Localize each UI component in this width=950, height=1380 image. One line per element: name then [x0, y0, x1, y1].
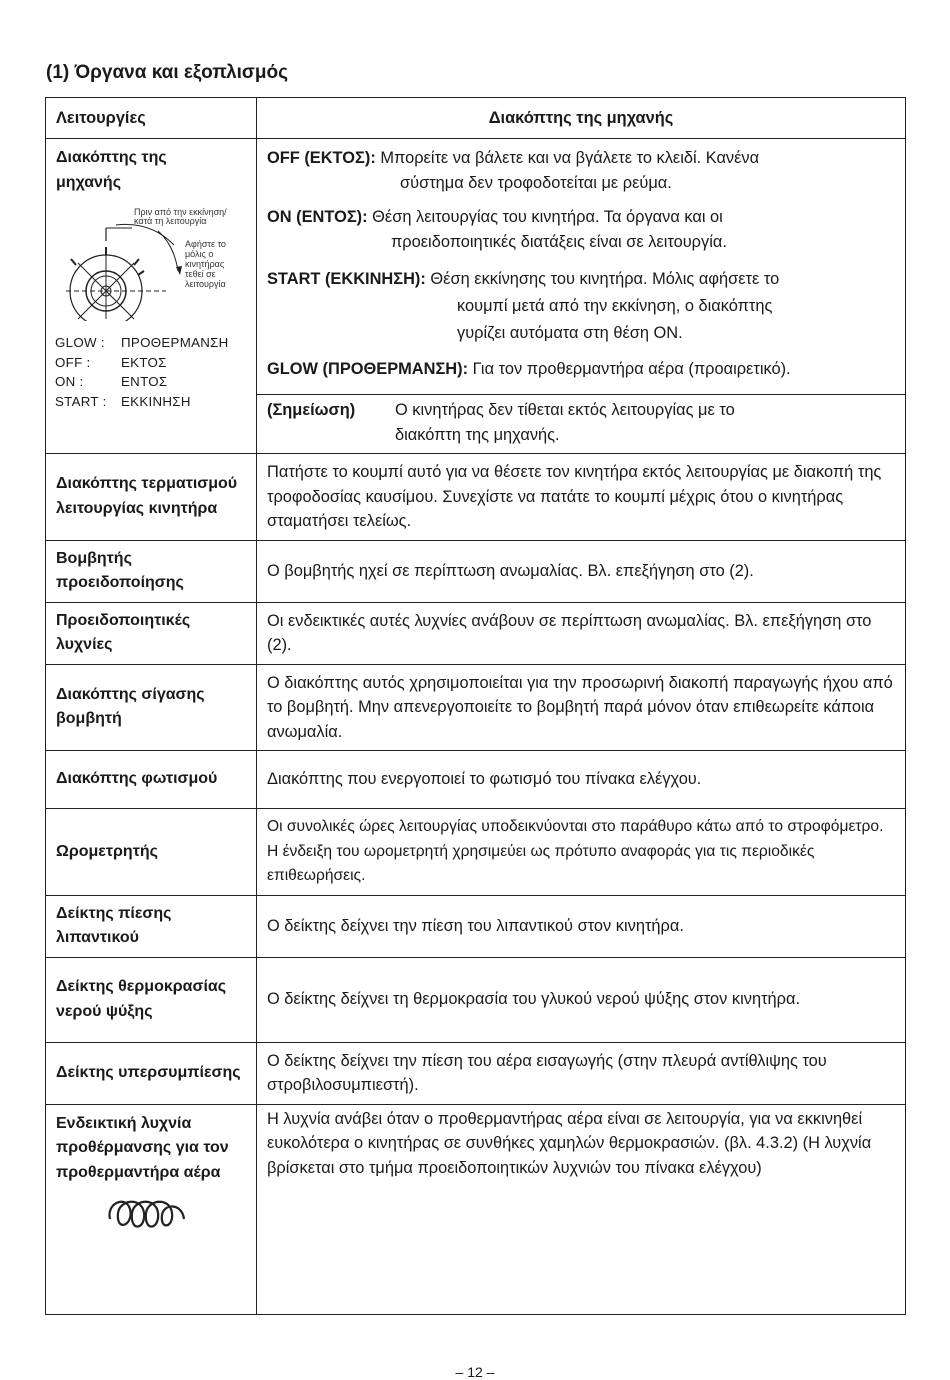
row-label: Δείκτης υπερσυμπίεσης: [46, 1042, 257, 1104]
key-switch-note: (Σημείωση) Ο κινητήρας δεν τίθεται εκτός λειτουργίας με το διακόπτη της μηχανής.: [267, 401, 735, 444]
instruments-table: [45, 97, 906, 1315]
table-row: [46, 1104, 906, 1314]
legend-item: OFF : ΕΚΤΟΣ: [55, 354, 167, 370]
key-switch-positions-cell: [257, 139, 906, 395]
key-switch-label: Διακόπτης της μηχανής: [56, 149, 167, 191]
row-description: Πατήστε το κουμπί αυτό για να θέσετε τον κινητήρα εκτός λειτουργίας με διακοπή της τροφοδοσίας καυσίμου. Συνεχίστε να πατάτε το κουμπί μέχρις ότου ο κινητήρας σταματήσει τελείως.: [257, 454, 906, 541]
row-description: Ο βομβητής ηχεί σε περίπτωση ανωμαλίας. Βλ. επεξήγηση στο (2).: [257, 540, 906, 602]
row-label: Δείκτης θερμοκρασίας νερού ψύξης: [46, 957, 257, 1042]
page-number: – 12 –: [455, 1364, 495, 1380]
legend-item: START : ΕΚΚΙΝΗΣΗ: [55, 393, 191, 409]
row-label: Βομβητής προειδοποίησης: [46, 540, 257, 602]
table-row: [46, 809, 906, 896]
row-description: Οι συνολικές ώρες λειτουργίας υποδεικνύονται στο παράθυρο κάτω από το στροφόμετρο. Η ένδειξη του ωρομετρητή χρησιμεύει ως πρότυπο αναφοράς για τις περιοδικές επιθεωρήσεις.: [257, 809, 906, 896]
row-label: Διακόπτης τερματισμού λειτουργίας κινητήρα: [46, 454, 257, 541]
legend-item: ON : ΕΝΤΟΣ: [55, 374, 168, 389]
table-row: [46, 751, 906, 809]
position-glow: GLOW (ΠΡΟΘΕΡΜΑΝΣΗ): Για τον προθερμαντήρα αέρα (προαιρετικό).: [267, 360, 791, 378]
row-description: Ο δείκτης δείχνει την πίεση του αέρα εισαγωγής (στην πλευρά αντίθλιψης του στροβιλοσυμπιεστή).: [257, 1042, 906, 1104]
row-label-cell: [46, 1104, 257, 1314]
row-description: Η λυχνία ανάβει όταν ο προθερμαντήρας αέρα είναι σε λειτουργία, για να εκκινηθεί ευκολότερα ο κινητήρας σε συνθήκες χαμηλών θερμοκρασιών. (βλ. 4.3.2) (Η λυχνία βρίσκεται στο τμήμα προειδοποιητικών λυχνιών του πίνακα ελέγχου): [257, 1104, 906, 1314]
table-row: [46, 454, 906, 541]
header-key-switch: Διακόπτης της μηχανής: [257, 98, 906, 139]
svg-text:τεθεί σε: τεθεί σε: [185, 269, 216, 279]
row-description: Ο δείκτης δείχνει τη θερμοκρασία του γλυκού νερού ψύξης στον κινητήρα.: [257, 957, 906, 1042]
diagram-note-before-start: Πριν από την εκκίνηση/: [134, 207, 227, 217]
row-description: Διακόπτης που ενεργοποιεί το φωτισμό του πίνακα ελέγχου.: [257, 751, 906, 809]
position-off: OFF (ΕΚΤΟΣ): Μπορείτε να βάλετε και να βγάλετε το κλειδί. Κανένα σύστημα δεν τροφοδοτείται με ρεύμα.: [267, 149, 760, 192]
row-label: Προειδοποιητικές λυχνίες: [46, 602, 257, 664]
row-label: Διακόπτης φωτισμού: [46, 751, 257, 809]
table-row: [46, 540, 906, 602]
table-row: [46, 664, 906, 751]
row-description: Ο διακόπτης αυτός χρησιμοποιείται για την προσωρινή διακοπή παραγωγής ήχου από το βομβητή. Μην απενεργοποιείτε το βομβητή παρά μόνον όταν επιθεωρείτε κάποια ανωμαλία.: [257, 664, 906, 751]
section-title: (1) Όργανα και εξοπλισμός: [46, 62, 289, 83]
glow-plug-icon: [104, 1191, 190, 1239]
row-label: Διακόπτης σίγασης βομβητή: [46, 664, 257, 751]
position-on: ON (ΕΝΤΟΣ): Θέση λειτουργίας του κινητήρα. Τα όργανα και οι προειδοποιητικές διατάξεις είναι σε λειτουργία.: [267, 208, 727, 251]
table-row: [46, 895, 906, 957]
row-label: Δείκτης πίεσης λιπαντικού: [46, 895, 257, 957]
table-row: [46, 602, 906, 664]
key-switch-note-cell: [257, 395, 906, 454]
legend-item: GLOW : ΠΡΟΘΕΡΜΑΝΣΗ: [55, 335, 229, 350]
position-start: START (ΕΚΚΙΝΗΣΗ): Θέση εκκίνησης του κινητήρα. Μόλις αφήσετε το κουμπί μετά από την εκκίνηση, ο διακόπτης γυρίζει αυτόματα στη θέση ON.: [267, 270, 780, 342]
svg-text:κινητήρας: κινητήρας: [185, 259, 225, 269]
key-switch-label-cell: [46, 139, 257, 454]
svg-text:μόλις ο: μόλις ο: [185, 249, 214, 259]
key-switch-diagram: [56, 201, 246, 321]
svg-text:κατά τη λειτουργία: κατά τη λειτουργία: [134, 216, 207, 226]
key-switch-legend: [55, 333, 246, 411]
row-description: Οι ενδεικτικές αυτές λυχνίες ανάβουν σε περίπτωση ανωμαλίας. Βλ. επεξήγηση στο (2).: [257, 602, 906, 664]
row-label: Ενδεικτική λυχνία προθέρμανσης για τον προθερμαντήρα αέρα: [56, 1114, 229, 1181]
row-description: Ο δείκτης δείχνει την πίεση του λιπαντικού στον κινητήρα.: [257, 895, 906, 957]
diagram-note-release: Αφήστε το: [185, 239, 226, 249]
header-functions: Λειτουργίες: [46, 98, 257, 139]
row-label: Ωρομετρητής: [46, 809, 257, 896]
table-row-key-switch: [46, 139, 906, 395]
table-row: [46, 1042, 906, 1104]
table-header-row: [46, 98, 906, 139]
svg-text:λειτουργία: λειτουργία: [185, 279, 226, 289]
table-row: [46, 957, 906, 1042]
